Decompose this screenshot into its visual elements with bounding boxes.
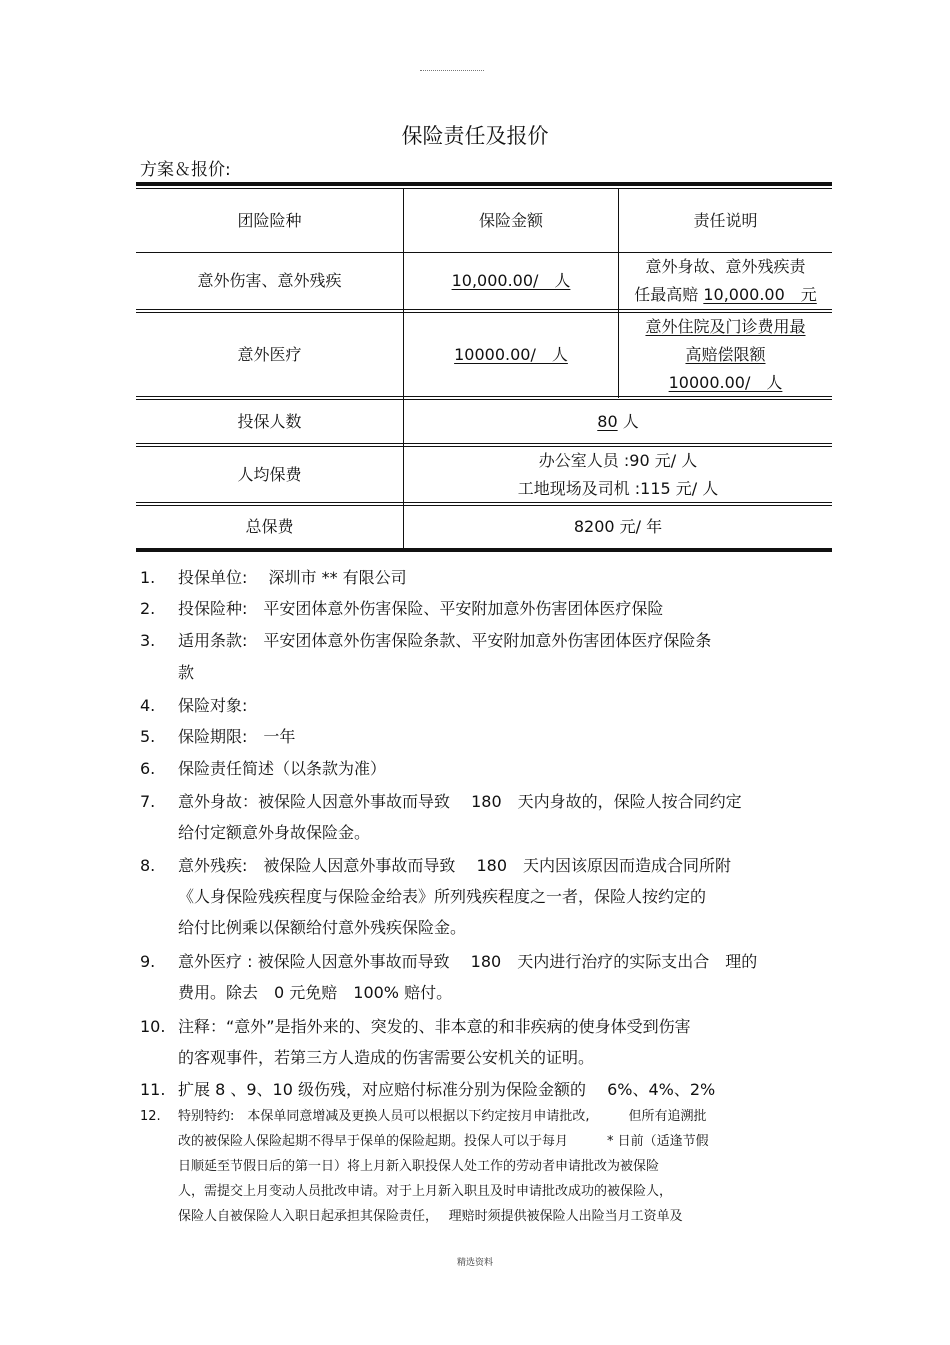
item-text: 保险对象: <box>178 696 248 715</box>
row-accident-amount-text: 10,000.00/ 人 <box>451 271 571 290</box>
subtitle: 方案＆报价: <box>140 160 231 180</box>
row-medical-type-text: 意外医疗 <box>237 344 302 364</box>
header-amount-text: 保险金额 <box>478 211 543 230</box>
row-medical-amount-text: 10000.00/ 人 <box>454 344 568 364</box>
row-medical-desc-line1: 意外住院及门诊费用最 <box>645 316 806 336</box>
table-bottom-rule <box>136 548 832 552</box>
table-top-rule <box>136 182 832 186</box>
item-text: 适用条款: 平安团体意外伤害保险条款、平安附加意外伤害团体医疗保险条 <box>178 631 712 650</box>
item-text: 保险人自被保险人入职日起承担其保险责任， 理赔时须提供被保险人出险当月工资单及 <box>178 1209 683 1224</box>
item-number: 11. <box>140 1080 166 1099</box>
item-number: 9. <box>140 952 156 971</box>
row-count-label-text: 投保人数 <box>237 411 302 431</box>
item-text: 人，需提交上月变动人员批改申请。对于上月新入职且及时申请批改成功的被保险人， <box>178 1184 673 1199</box>
row-accident-desc-amount: 10,000.00 元 <box>703 285 817 304</box>
item-text: 意外残疾: 被保险人因意外事故而导致 180 天内因该原因而造成合同所附 <box>178 856 732 875</box>
item-number: 1. <box>140 568 156 587</box>
row-count-unit: 人 <box>622 411 639 431</box>
item-text: 改的被保险人保险起期不得早于保单的保险起期。投保人可以于每月 * 日前（适逢节假 <box>178 1134 709 1149</box>
item-number: 5. <box>140 727 156 746</box>
item-text: 给付比例乘以保额给付意外残疾保险金。 <box>178 918 467 937</box>
row-accident-type <box>136 253 403 309</box>
item-text: 的客观事件，若第三方人造成的伤害需要公安机关的证明。 <box>178 1048 595 1067</box>
item-number: 3. <box>140 631 156 650</box>
page-title: 保险责任及报价 <box>401 124 549 148</box>
item-number: 2. <box>140 599 156 618</box>
top-dotted-rule <box>420 70 484 71</box>
row-accident-type-text: 意外伤害、意外残疾 <box>197 271 342 290</box>
row-medical-amount <box>404 313 618 396</box>
row-premium-line2: 工地现场及司机 :115 元/ 人 <box>517 478 719 498</box>
item-text: 保险期限: 一年 <box>178 727 296 746</box>
item-text: 特别特约: 本保单同意增减及更换人员可以根据以下约定按月申请批改, 但所有追溯批 <box>178 1109 707 1124</box>
item-number: 6. <box>140 759 156 778</box>
row-total-label <box>136 506 403 548</box>
row-total-label-text: 总保费 <box>245 517 294 536</box>
item-number: 4. <box>140 696 156 715</box>
row-count-value <box>404 400 832 443</box>
item-text: 给付定额意外身故保险金。 <box>178 823 371 842</box>
row-accident-desc-line2: 任最高赔 <box>634 285 699 304</box>
item-number: 12. <box>140 1109 161 1124</box>
row-premium-label-text: 人均保费 <box>237 464 302 484</box>
row-accident-desc-line1: 意外身故、意外残疾责 <box>645 257 806 276</box>
item-text: 日顺延至节假日后的第一日）将上月新入职投保人处工作的劳动者申请批改为被保险 <box>178 1159 660 1174</box>
header-desc-text: 责任说明 <box>693 211 758 230</box>
table-top-rule-inner <box>136 188 832 189</box>
item-text: 意外身故：被保险人因意外事故而导致 180 天内身故的，保险人按合同约定 <box>178 792 742 811</box>
item-text: 款 <box>178 663 195 682</box>
item-text: 注释：“意外”是指外来的、突发的、非本意的和非疾病的使身体受到伤害 <box>178 1017 691 1036</box>
header-desc <box>619 190 832 252</box>
row-total-value <box>404 506 832 548</box>
row-premium-value <box>404 447 832 502</box>
row-total-value-text: 8200 元/ 年 <box>573 517 663 536</box>
item-text: 扩展 8 、9、10 级伤残，对应赔付标准分别为保险金额的 6%、4%、2% <box>178 1080 716 1099</box>
item-text: 保险责任简述（以条款为准） <box>178 759 387 778</box>
item-number: 8. <box>140 856 156 875</box>
row-medical-desc-line2: 高赔偿限额 <box>685 344 766 364</box>
item-number: 10. <box>140 1017 166 1036</box>
row-count-number: 80 <box>597 411 618 431</box>
item-text: 投保险种: 平安团体意外伤害保险、平安附加意外伤害团体医疗保险 <box>178 599 664 618</box>
page-footer: 精选资料 <box>456 1258 493 1268</box>
row-count-label <box>136 400 403 443</box>
row-accident-amount <box>404 253 618 309</box>
header-type-text: 团险险种 <box>237 211 302 230</box>
row-premium-label <box>136 447 403 502</box>
item-text: 费用。除去 0 元免赔 100% 赔付。 <box>178 983 453 1002</box>
row-accident-desc <box>619 253 832 309</box>
header-type <box>136 190 403 252</box>
item-text: 意外医疗 : 被保险人因意外事故而导致 180 天内进行治疗的实际支出合 理的 <box>178 952 758 971</box>
row-premium-line1: 办公室人员 :90 元/ 人 <box>538 450 698 470</box>
item-text: 投保单位: 深圳市 ** 有限公司 <box>178 568 407 587</box>
item-number: 7. <box>140 792 156 811</box>
item-text: 《人身保险残疾程度与保险金给表》所列残疾程度之一者，保险人按约定的 <box>178 887 707 906</box>
row-medical-desc <box>619 313 832 396</box>
header-amount <box>404 190 618 252</box>
row-medical-desc-line3: 10000.00/ 人 <box>668 372 783 392</box>
row-medical-type <box>136 313 403 396</box>
